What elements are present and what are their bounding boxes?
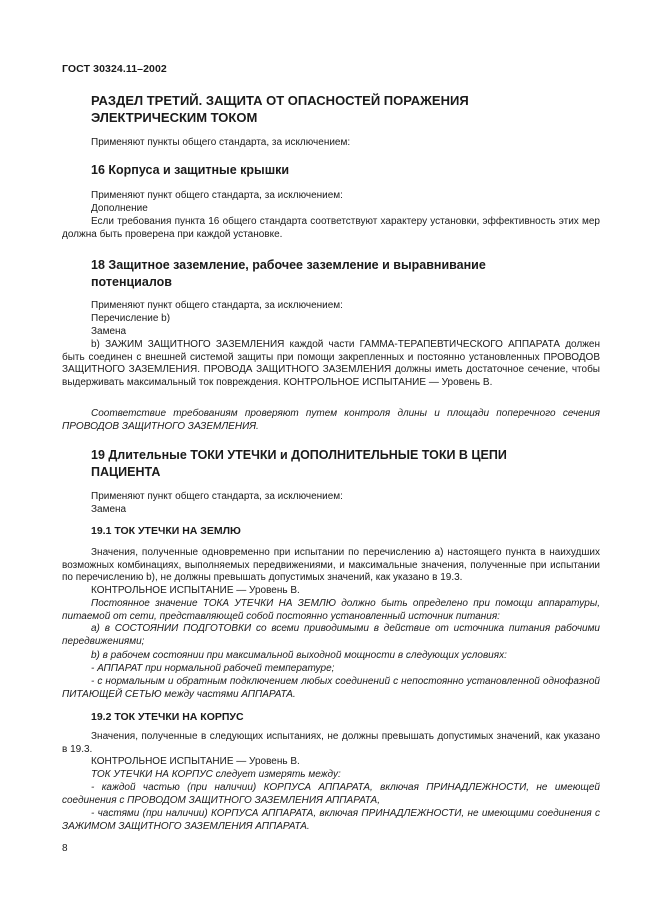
clause-19-1-constant-value — [62, 598, 600, 623]
clause-19-1-dash-2 — [62, 676, 600, 701]
clause-19-1-item-a-content: а) в СОСТОЯНИИ ПОДГОТОВКИ со всеми приводимыми в действие от источника питания рабочими передвижениями; — [62, 623, 600, 647]
clause-19-2-title: 19.2 ТОК УТЕЧКИ НА КОРПУС — [91, 711, 244, 723]
clause-19-2-text — [62, 731, 600, 756]
clause-19-1-text — [62, 547, 600, 585]
clause-18-compliance — [62, 408, 600, 433]
clause-16-addition-label: Дополнение — [91, 203, 148, 214]
clause-19-1-text-content: Значения, полученные одновременно при испытании по перечислению а) настоящего пункта в наихудших возможных комбинациях, выполняемых передвижениями, и максимальные значения, полученные при испытании по перечислению b), не должны превышать допустимых значений, как указано в 19.3. — [62, 547, 600, 583]
standard-code: ГОСТ 30324.11–2002 — [62, 63, 167, 75]
clause-19-2-dash-2 — [62, 808, 600, 833]
clause-18-title: 18 Защитное заземление, рабочее заземление и выравнивание потенциалов — [91, 258, 486, 289]
clause-19-2-dash-1 — [62, 782, 600, 807]
clause-18-item-label: Перечисление b) — [91, 313, 171, 324]
page-number: 8 — [62, 843, 68, 854]
clause-19-intro: Применяют пункт общего стандарта, за исключением: — [91, 491, 343, 502]
clause-18-text-content: b) ЗАЖИМ ЗАЩИТНОГО ЗАЗЕМЛЕНИЯ каждой части ГАММА-ТЕРАПЕВТИЧЕСКОГО АППАРАТА должен быть соединен с внешней системой защиты при помощи закрепленных и постоянно установленных ПРОВОДОВ ЗАЩИТНОГО ЗАЗЕМЛЕНИЯ. ПРОВОДА ЗАЩИТНОГО ЗАЗЕМЛЕНИЯ должны иметь достаточное сечение, чтобы выдерживать максимальный ток повреждения. КОНТРОЛЬНОЕ ИСПЫТАНИЕ — Уровень В. — [62, 339, 600, 388]
section-title: РАЗДЕЛ ТРЕТИЙ. ЗАЩИТА ОТ ОПАСНОСТЕЙ ПОРАЖЕНИЯ ЭЛЕКТРИЧЕСКИМ ТОКОМ — [91, 93, 469, 125]
clause-18-intro: Применяют пункт общего стандарта, за исключением: — [91, 300, 343, 311]
clause-16-title: 16 Корпуса и защитные крышки — [91, 163, 290, 177]
clause-16-text — [62, 216, 600, 241]
clause-19-1-dash-2-content: - с нормальным и обратным подключением любых соединений с непостоянно установленной однофазной ПИТАЮЩЕЙ СЕТЬЮ между частями АППАРАТА. — [62, 676, 600, 700]
clause-19-2-text-content: Значения, полученные в следующих испытаниях, не должны превышать допустимых значений, как указано в 19.3. — [62, 731, 600, 755]
clause-19-2-dash-1-content: - каждой частью (при наличии) КОРПУСА АППАРАТА, включая ПРИНАДЛЕЖНОСТИ, не имеющей соединения с ПРОВОДОМ ЗАЩИТНОГО ЗАЗЕМЛЕНИЯ АППАРАТА, — [62, 782, 600, 806]
clause-19-1-title: 19.1 ТОК УТЕЧКИ НА ЗЕМЛЮ — [91, 525, 241, 537]
clause-19-title: 19 Длительные ТОКИ УТЕЧКИ и ДОПОЛНИТЕЛЬНЫЕ ТОКИ В ЦЕПИ ПАЦИЕНТА — [91, 448, 507, 479]
clause-19-1-item-b — [62, 650, 600, 663]
clause-19-2-measure: ТОК УТЕЧКИ НА КОРПУС следует измерять между: — [91, 769, 341, 780]
clause-18-replacement-label: Замена — [91, 326, 127, 337]
clause-19-1-dash-1 — [62, 663, 600, 676]
clause-19-2-dash-2-content: - частями (при наличии) КОРПУСА АППАРАТА, включая ПРИНАДЛЕЖНОСТИ, не имеющими соединения с ЗАЖИМОМ ЗАЩИТНОГО ЗАЗЕМЛЕНИЯ АППАРАТА. — [62, 808, 600, 832]
clause-19-1-control-test: КОНТРОЛЬНОЕ ИСПЫТАНИЕ — Уровень В. — [91, 585, 300, 596]
clause-18-compliance-content: Соответствие требованиям проверяют путем контроля длины и площади поперечного сечения ПРОВОДОВ ЗАЩИТНОГО ЗАЗЕМЛЕНИЯ. — [62, 408, 600, 432]
clause-16-intro: Применяют пункт общего стандарта, за исключением: — [91, 190, 343, 201]
clause-19-1-item-b-content: b) в рабочем состоянии при максимальной выходной мощности в следующих условиях: — [91, 650, 507, 661]
clause-18-text — [62, 339, 600, 389]
clause-19-1-dash-1-content: - АППАРАТ при нормальной рабочей температуре; — [91, 663, 335, 674]
section-intro: Применяют пункты общего стандарта, за исключением: — [91, 137, 351, 148]
clause-19-2-control-test: КОНТРОЛЬНОЕ ИСПЫТАНИЕ — Уровень В. — [91, 756, 300, 767]
clause-19-1-item-a — [62, 623, 600, 648]
clause-19-replacement-label: Замена — [91, 504, 127, 515]
clause-16-text-content: Если требования пункта 16 общего стандарта соответствуют характеру установки, эффективность этих мер должна быть проверена при каждой установке. — [62, 216, 600, 240]
clause-19-1-constant-value-content: Постоянное значение ТОКА УТЕЧКИ НА ЗЕМЛЮ должно быть определено при помощи аппаратуры, питаемой от сети, представляющей собой постоянно установленный источник питания: — [62, 598, 600, 622]
